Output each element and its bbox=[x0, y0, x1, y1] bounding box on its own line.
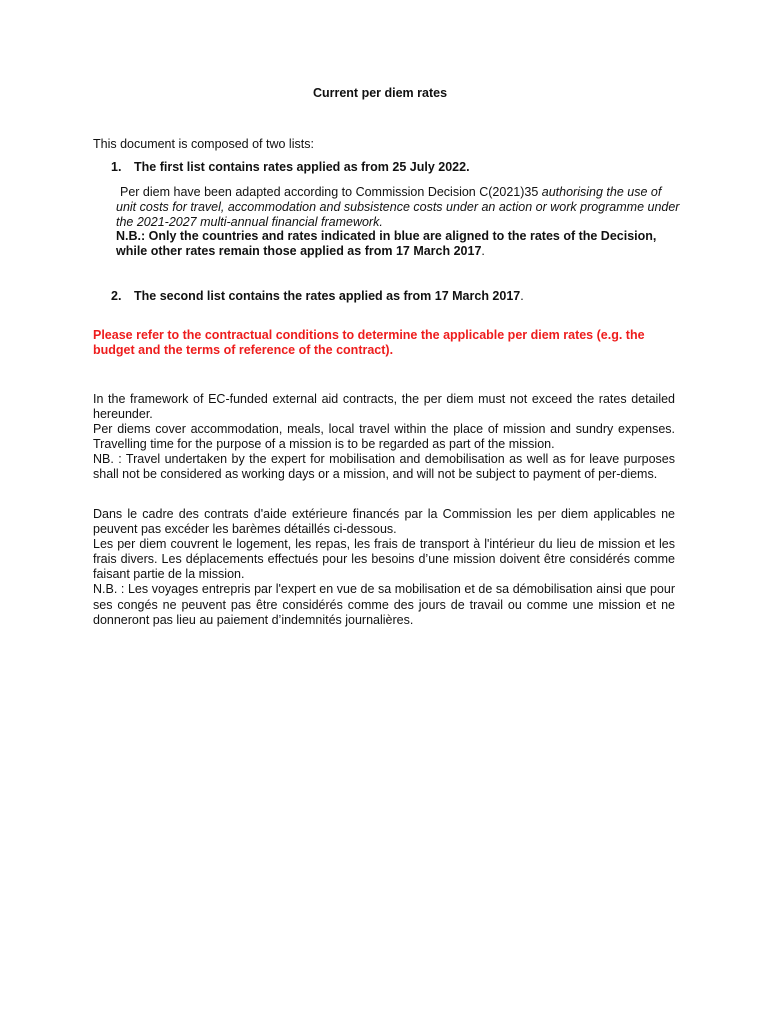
adaptation-decision-title: authorising the use of unit costs for travel, accommodation and subsistence costs under an action or work programme under the 2021-2027 multi-annual financial framework. bbox=[116, 185, 680, 229]
english-section bbox=[93, 392, 675, 483]
list-item-second bbox=[111, 289, 524, 303]
paragraph: Les per diem couvrent le logement, les repas, les frais de transport à l'intérieur du lieu de mission et les frais divers. Les déplacements effectués pour les besoins d’une mission doivent être considérés comme faisant partie de la mission. bbox=[93, 537, 675, 582]
list-item-text: The second list contains the rates applied as from 17 March 2017 bbox=[134, 289, 521, 303]
paragraph: In the framework of EC-funded external aid contracts, the per diem must not exceed the rates detailed hereunder. bbox=[93, 392, 675, 422]
nb-alignment-note: N.B.: Only the countries and rates indicated in blue are aligned to the rates of the Decision, while other rates remain those applied as from 17 March 2017 bbox=[116, 229, 657, 259]
paragraph: Dans le cadre des contrats d'aide extérieure financés par la Commission les per diem applicables ne peuvent pas excéder les barèmes détaillés ci-dessous. bbox=[93, 507, 675, 537]
french-section bbox=[93, 507, 675, 628]
adaptation-lead: Per diem have been adapted according to Commission Decision C(2021)35 bbox=[120, 185, 542, 199]
paragraph: Per diems cover accommodation, meals, local travel within the place of mission and sundry expenses. Travelling time for the purpose of a mission is to be regarded as part of the mission. bbox=[93, 422, 675, 452]
list-number: 1. bbox=[111, 160, 122, 174]
list-item-text: The first list contains rates applied as from 25 July 2022. bbox=[134, 160, 470, 174]
list-item-first bbox=[111, 160, 470, 174]
paragraph: N.B. : Les voyages entrepris par l'expert en vue de sa mobilisation et de sa démobilisation ainsi que pour ses congés ne peuvent pas être considérés comme des jours de travail ou comme une mission et ne donneront pas lieu au paiement d’indemnités journalières. bbox=[93, 582, 675, 627]
adaptation-note bbox=[116, 185, 682, 259]
paragraph: NB. : Travel undertaken by the expert for mobilisation and demobilisation as well as for leave purposes shall not be considered as working days or a mission, and will not be subject to payment of per-diems. bbox=[93, 452, 675, 482]
contractual-notice: Please refer to the contractual conditions to determine the applicable per diem rates (e.g. the budget and the terms of reference of the contract). bbox=[93, 328, 645, 357]
list-number: 2. bbox=[111, 289, 122, 303]
intro-text: This document is composed of two lists: bbox=[93, 137, 314, 151]
list-item-end: . bbox=[520, 289, 524, 303]
nb-alignment-end: . bbox=[481, 244, 485, 259]
page-title: Current per diem rates bbox=[312, 86, 448, 100]
